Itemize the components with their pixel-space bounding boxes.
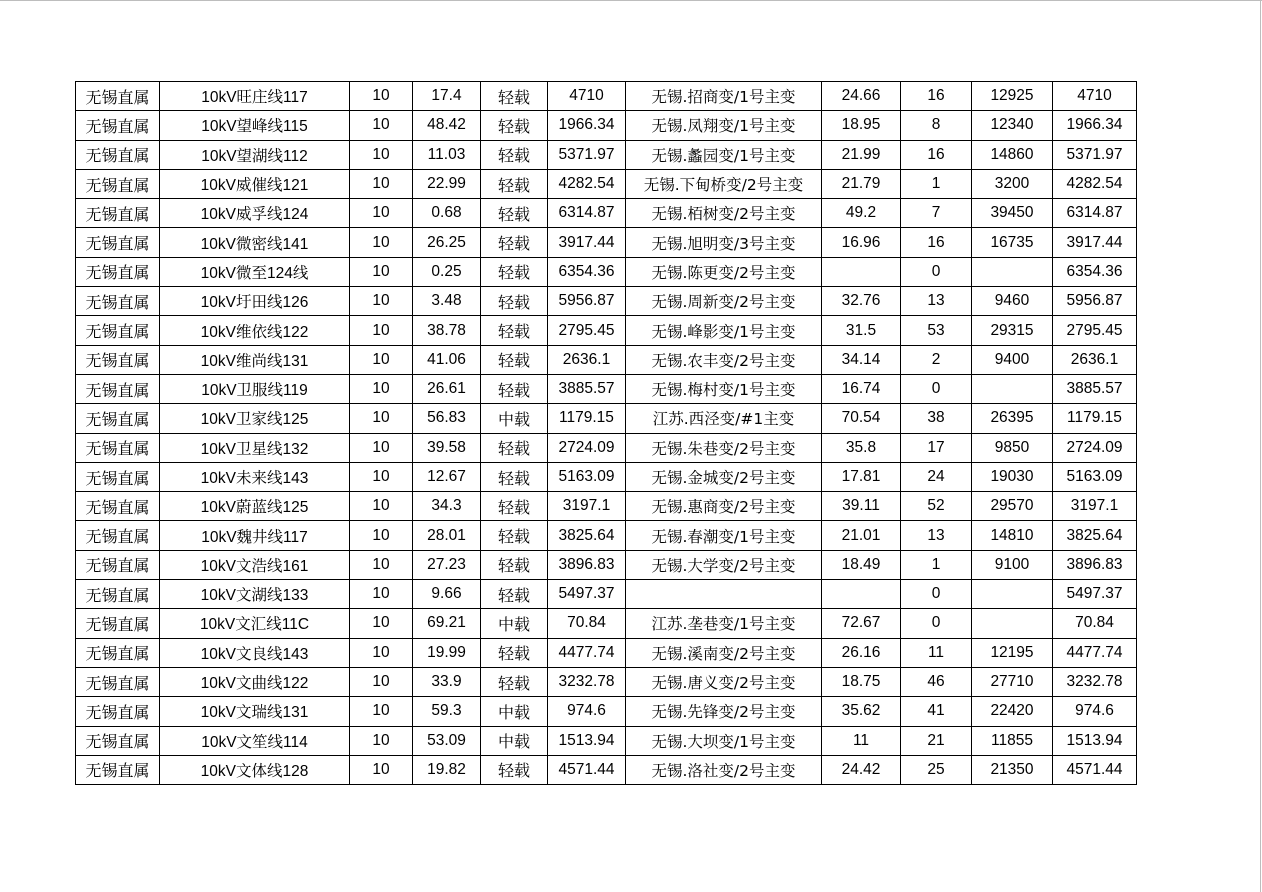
count-cell: 16	[901, 140, 972, 169]
unit-cell: 无锡直属	[76, 609, 160, 638]
load-status-cell: 轻载	[481, 755, 548, 784]
main-transformer-cell: 无锡.春潮变/1号主变	[626, 521, 822, 550]
unit-cell: 无锡直属	[76, 199, 160, 228]
load-rate-cell: 39.58	[413, 433, 481, 462]
unit-cell: 无锡直属	[76, 374, 160, 403]
load-rate-cell: 19.99	[413, 638, 481, 667]
load-status-cell: 轻载	[481, 433, 548, 462]
line-name-cell: 10kV维依线122	[160, 316, 350, 345]
load-status-cell: 轻载	[481, 492, 548, 521]
margin-cell: 3232.78	[1053, 667, 1137, 696]
capacity-cell	[972, 580, 1053, 609]
available-capacity-cell: 4477.74	[548, 638, 626, 667]
unit-cell: 无锡直属	[76, 697, 160, 726]
table-row	[76, 433, 1137, 462]
count-cell: 1	[901, 169, 972, 198]
count-cell: 0	[901, 580, 972, 609]
available-capacity-cell: 2724.09	[548, 433, 626, 462]
main-transformer-cell: 无锡.凤翔变/1号主变	[626, 111, 822, 140]
available-capacity-cell: 974.6	[548, 697, 626, 726]
load-status-cell: 轻载	[481, 82, 548, 111]
feeder-load-table	[75, 81, 1137, 785]
main-transformer-cell: 无锡.惠商变/2号主变	[626, 492, 822, 521]
capacity-cell: 12925	[972, 82, 1053, 111]
capacity-cell	[972, 374, 1053, 403]
voltage-cell: 10	[350, 433, 413, 462]
voltage-cell: 10	[350, 345, 413, 374]
load-rate-cell: 3.48	[413, 287, 481, 316]
table-row	[76, 140, 1137, 169]
count-cell: 25	[901, 755, 972, 784]
margin-cell: 4571.44	[1053, 755, 1137, 784]
unit-cell: 无锡直属	[76, 287, 160, 316]
count-cell: 21	[901, 726, 972, 755]
available-capacity-cell: 6354.36	[548, 257, 626, 286]
table-row	[76, 697, 1137, 726]
table-row	[76, 726, 1137, 755]
line-name-cell: 10kV魏井线117	[160, 521, 350, 550]
load-rate-cell: 28.01	[413, 521, 481, 550]
table-row	[76, 345, 1137, 374]
unit-cell: 无锡直属	[76, 492, 160, 521]
capacity-cell: 9460	[972, 287, 1053, 316]
capacity-cell: 19030	[972, 462, 1053, 491]
load-status-cell: 轻载	[481, 638, 548, 667]
load-rate-cell: 53.09	[413, 726, 481, 755]
line-name-cell: 10kV微至124线	[160, 257, 350, 286]
main-transformer-cell: 无锡.下甸桥变/2号主变	[626, 169, 822, 198]
available-capacity-cell: 70.84	[548, 609, 626, 638]
transformer-load-rate-cell: 16.96	[822, 228, 901, 257]
available-capacity-cell: 2636.1	[548, 345, 626, 374]
capacity-cell: 9100	[972, 550, 1053, 579]
capacity-cell: 29315	[972, 316, 1053, 345]
unit-cell: 无锡直属	[76, 82, 160, 111]
transformer-load-rate-cell: 32.76	[822, 287, 901, 316]
transformer-load-rate-cell: 72.67	[822, 609, 901, 638]
available-capacity-cell: 4571.44	[548, 755, 626, 784]
table-row	[76, 638, 1137, 667]
load-rate-cell: 27.23	[413, 550, 481, 579]
margin-cell: 3885.57	[1053, 374, 1137, 403]
main-transformer-cell: 江苏.西泾变/#1主变	[626, 404, 822, 433]
main-transformer-cell: 无锡.洛社变/2号主变	[626, 755, 822, 784]
margin-cell: 1513.94	[1053, 726, 1137, 755]
load-rate-cell: 41.06	[413, 345, 481, 374]
capacity-cell: 3200	[972, 169, 1053, 198]
main-transformer-cell: 无锡.唐义变/2号主变	[626, 667, 822, 696]
load-rate-cell: 56.83	[413, 404, 481, 433]
main-transformer-cell: 无锡.大学变/2号主变	[626, 550, 822, 579]
voltage-cell: 10	[350, 374, 413, 403]
voltage-cell: 10	[350, 111, 413, 140]
unit-cell: 无锡直属	[76, 345, 160, 374]
unit-cell: 无锡直属	[76, 404, 160, 433]
unit-cell: 无锡直属	[76, 521, 160, 550]
transformer-load-rate-cell: 18.49	[822, 550, 901, 579]
table-row	[76, 316, 1137, 345]
unit-cell: 无锡直属	[76, 433, 160, 462]
load-rate-cell: 26.61	[413, 374, 481, 403]
main-transformer-cell: 无锡.农丰变/2号主变	[626, 345, 822, 374]
margin-cell: 6314.87	[1053, 199, 1137, 228]
transformer-load-rate-cell	[822, 257, 901, 286]
capacity-cell: 9850	[972, 433, 1053, 462]
main-transformer-cell	[626, 580, 822, 609]
load-status-cell: 中载	[481, 697, 548, 726]
main-transformer-cell: 无锡.溪南变/2号主变	[626, 638, 822, 667]
line-name-cell: 10kV文体线128	[160, 755, 350, 784]
table-row	[76, 287, 1137, 316]
transformer-load-rate-cell: 24.42	[822, 755, 901, 784]
count-cell: 7	[901, 199, 972, 228]
load-rate-cell: 69.21	[413, 609, 481, 638]
transformer-load-rate-cell: 39.11	[822, 492, 901, 521]
capacity-cell	[972, 257, 1053, 286]
voltage-cell: 10	[350, 257, 413, 286]
count-cell: 24	[901, 462, 972, 491]
main-transformer-cell: 无锡.金城变/2号主变	[626, 462, 822, 491]
load-status-cell: 轻载	[481, 228, 548, 257]
margin-cell: 1966.34	[1053, 111, 1137, 140]
table-row	[76, 199, 1137, 228]
voltage-cell: 10	[350, 609, 413, 638]
line-name-cell: 10kV文曲线122	[160, 667, 350, 696]
line-name-cell: 10kV卫星线132	[160, 433, 350, 462]
transformer-load-rate-cell: 70.54	[822, 404, 901, 433]
load-rate-cell: 59.3	[413, 697, 481, 726]
available-capacity-cell: 3896.83	[548, 550, 626, 579]
table-row	[76, 521, 1137, 550]
page-top-edge	[0, 0, 1262, 1]
capacity-cell: 11855	[972, 726, 1053, 755]
load-status-cell: 轻载	[481, 667, 548, 696]
main-transformer-cell: 无锡.朱巷变/2号主变	[626, 433, 822, 462]
line-name-cell: 10kV圩田线126	[160, 287, 350, 316]
transformer-load-rate-cell: 26.16	[822, 638, 901, 667]
count-cell: 41	[901, 697, 972, 726]
table-row	[76, 462, 1137, 491]
line-name-cell: 10kV旺庄线117	[160, 82, 350, 111]
margin-cell: 5371.97	[1053, 140, 1137, 169]
count-cell: 16	[901, 82, 972, 111]
load-status-cell: 中载	[481, 404, 548, 433]
page-right-edge	[1260, 0, 1261, 892]
capacity-cell: 12340	[972, 111, 1053, 140]
capacity-cell: 16735	[972, 228, 1053, 257]
load-status-cell: 中载	[481, 726, 548, 755]
line-name-cell: 10kV文汇线11C	[160, 609, 350, 638]
table-row	[76, 169, 1137, 198]
margin-cell: 5956.87	[1053, 287, 1137, 316]
table-row	[76, 111, 1137, 140]
count-cell: 13	[901, 521, 972, 550]
main-transformer-cell: 无锡.大坝变/1号主变	[626, 726, 822, 755]
voltage-cell: 10	[350, 667, 413, 696]
main-transformer-cell: 无锡.梅村变/1号主变	[626, 374, 822, 403]
table-row	[76, 550, 1137, 579]
available-capacity-cell: 2795.45	[548, 316, 626, 345]
table-row	[76, 374, 1137, 403]
voltage-cell: 10	[350, 726, 413, 755]
unit-cell: 无锡直属	[76, 169, 160, 198]
line-name-cell: 10kV文湖线133	[160, 580, 350, 609]
available-capacity-cell: 3825.64	[548, 521, 626, 550]
line-name-cell: 10kV威催线121	[160, 169, 350, 198]
load-status-cell: 轻载	[481, 257, 548, 286]
margin-cell: 2636.1	[1053, 345, 1137, 374]
unit-cell: 无锡直属	[76, 755, 160, 784]
count-cell: 1	[901, 550, 972, 579]
transformer-load-rate-cell: 21.79	[822, 169, 901, 198]
available-capacity-cell: 1513.94	[548, 726, 626, 755]
line-name-cell: 10kV威孚线124	[160, 199, 350, 228]
main-transformer-cell: 江苏.垄巷变/1号主变	[626, 609, 822, 638]
voltage-cell: 10	[350, 287, 413, 316]
unit-cell: 无锡直属	[76, 580, 160, 609]
margin-cell: 3917.44	[1053, 228, 1137, 257]
load-status-cell: 轻载	[481, 316, 548, 345]
transformer-load-rate-cell: 18.95	[822, 111, 901, 140]
table-row	[76, 228, 1137, 257]
margin-cell: 5497.37	[1053, 580, 1137, 609]
load-rate-cell: 19.82	[413, 755, 481, 784]
load-rate-cell: 17.4	[413, 82, 481, 111]
load-rate-cell: 12.67	[413, 462, 481, 491]
transformer-load-rate-cell: 35.62	[822, 697, 901, 726]
main-transformer-cell: 无锡.招商变/1号主变	[626, 82, 822, 111]
line-name-cell: 10kV维尚线131	[160, 345, 350, 374]
count-cell: 52	[901, 492, 972, 521]
load-status-cell: 轻载	[481, 374, 548, 403]
load-rate-cell: 38.78	[413, 316, 481, 345]
main-transformer-cell: 无锡.峰影变/1号主变	[626, 316, 822, 345]
load-status-cell: 轻载	[481, 521, 548, 550]
unit-cell: 无锡直属	[76, 316, 160, 345]
available-capacity-cell: 5371.97	[548, 140, 626, 169]
capacity-cell: 21350	[972, 755, 1053, 784]
unit-cell: 无锡直属	[76, 550, 160, 579]
available-capacity-cell: 4710	[548, 82, 626, 111]
capacity-cell: 14810	[972, 521, 1053, 550]
load-rate-cell: 9.66	[413, 580, 481, 609]
available-capacity-cell: 1179.15	[548, 404, 626, 433]
transformer-load-rate-cell: 49.2	[822, 199, 901, 228]
count-cell: 8	[901, 111, 972, 140]
available-capacity-cell: 6314.87	[548, 199, 626, 228]
available-capacity-cell: 3917.44	[548, 228, 626, 257]
load-rate-cell: 0.68	[413, 199, 481, 228]
transformer-load-rate-cell: 17.81	[822, 462, 901, 491]
load-rate-cell: 48.42	[413, 111, 481, 140]
line-name-cell: 10kV望湖线112	[160, 140, 350, 169]
line-name-cell: 10kV卫家线125	[160, 404, 350, 433]
voltage-cell: 10	[350, 550, 413, 579]
table-row	[76, 667, 1137, 696]
count-cell: 16	[901, 228, 972, 257]
transformer-load-rate-cell: 18.75	[822, 667, 901, 696]
load-rate-cell: 0.25	[413, 257, 481, 286]
load-status-cell: 轻载	[481, 287, 548, 316]
table-row	[76, 492, 1137, 521]
available-capacity-cell: 1966.34	[548, 111, 626, 140]
capacity-cell: 14860	[972, 140, 1053, 169]
available-capacity-cell: 3197.1	[548, 492, 626, 521]
transformer-load-rate-cell: 16.74	[822, 374, 901, 403]
line-name-cell: 10kV文瑞线131	[160, 697, 350, 726]
available-capacity-cell: 5956.87	[548, 287, 626, 316]
count-cell: 2	[901, 345, 972, 374]
voltage-cell: 10	[350, 82, 413, 111]
transformer-load-rate-cell: 24.66	[822, 82, 901, 111]
table-row	[76, 257, 1137, 286]
capacity-cell	[972, 609, 1053, 638]
margin-cell: 4282.54	[1053, 169, 1137, 198]
line-name-cell: 10kV蔚蓝线125	[160, 492, 350, 521]
voltage-cell: 10	[350, 404, 413, 433]
transformer-load-rate-cell	[822, 580, 901, 609]
count-cell: 46	[901, 667, 972, 696]
count-cell: 53	[901, 316, 972, 345]
available-capacity-cell: 5163.09	[548, 462, 626, 491]
unit-cell: 无锡直属	[76, 667, 160, 696]
voltage-cell: 10	[350, 169, 413, 198]
transformer-load-rate-cell: 35.8	[822, 433, 901, 462]
load-status-cell: 轻载	[481, 111, 548, 140]
margin-cell: 70.84	[1053, 609, 1137, 638]
line-name-cell: 10kV未来线143	[160, 462, 350, 491]
line-name-cell: 10kV文笙线114	[160, 726, 350, 755]
margin-cell: 4477.74	[1053, 638, 1137, 667]
capacity-cell: 12195	[972, 638, 1053, 667]
line-name-cell: 10kV文良线143	[160, 638, 350, 667]
margin-cell: 4710	[1053, 82, 1137, 111]
line-name-cell: 10kV微密线141	[160, 228, 350, 257]
line-name-cell: 10kV望峰线115	[160, 111, 350, 140]
load-status-cell: 轻载	[481, 550, 548, 579]
load-status-cell: 轻载	[481, 169, 548, 198]
voltage-cell: 10	[350, 316, 413, 345]
load-status-cell: 中载	[481, 609, 548, 638]
capacity-cell: 29570	[972, 492, 1053, 521]
unit-cell: 无锡直属	[76, 111, 160, 140]
capacity-cell: 26395	[972, 404, 1053, 433]
main-transformer-cell: 无锡.先锋变/2号主变	[626, 697, 822, 726]
margin-cell: 2724.09	[1053, 433, 1137, 462]
count-cell: 13	[901, 287, 972, 316]
count-cell: 0	[901, 374, 972, 403]
load-rate-cell: 33.9	[413, 667, 481, 696]
capacity-cell: 27710	[972, 667, 1053, 696]
load-status-cell: 轻载	[481, 140, 548, 169]
margin-cell: 3896.83	[1053, 550, 1137, 579]
load-status-cell: 轻载	[481, 462, 548, 491]
main-transformer-cell: 无锡.周新变/2号主变	[626, 287, 822, 316]
count-cell: 0	[901, 609, 972, 638]
unit-cell: 无锡直属	[76, 140, 160, 169]
table-row	[76, 82, 1137, 111]
line-name-cell: 10kV文浩线161	[160, 550, 350, 579]
available-capacity-cell: 5497.37	[548, 580, 626, 609]
table-row	[76, 404, 1137, 433]
margin-cell: 2795.45	[1053, 316, 1137, 345]
table-row	[76, 609, 1137, 638]
margin-cell: 3197.1	[1053, 492, 1137, 521]
voltage-cell: 10	[350, 228, 413, 257]
margin-cell: 5163.09	[1053, 462, 1137, 491]
capacity-cell: 9400	[972, 345, 1053, 374]
count-cell: 38	[901, 404, 972, 433]
unit-cell: 无锡直属	[76, 638, 160, 667]
unit-cell: 无锡直属	[76, 228, 160, 257]
load-rate-cell: 11.03	[413, 140, 481, 169]
voltage-cell: 10	[350, 462, 413, 491]
main-transformer-cell: 无锡.旭明变/3号主变	[626, 228, 822, 257]
transformer-load-rate-cell: 21.99	[822, 140, 901, 169]
voltage-cell: 10	[350, 580, 413, 609]
table-body	[76, 82, 1137, 785]
load-status-cell: 轻载	[481, 345, 548, 374]
voltage-cell: 10	[350, 199, 413, 228]
count-cell: 11	[901, 638, 972, 667]
margin-cell: 3825.64	[1053, 521, 1137, 550]
voltage-cell: 10	[350, 521, 413, 550]
load-status-cell: 轻载	[481, 580, 548, 609]
capacity-cell: 39450	[972, 199, 1053, 228]
transformer-load-rate-cell: 34.14	[822, 345, 901, 374]
load-rate-cell: 34.3	[413, 492, 481, 521]
unit-cell: 无锡直属	[76, 726, 160, 755]
voltage-cell: 10	[350, 140, 413, 169]
load-rate-cell: 22.99	[413, 169, 481, 198]
line-name-cell: 10kV卫服线119	[160, 374, 350, 403]
load-status-cell: 轻载	[481, 199, 548, 228]
available-capacity-cell: 3885.57	[548, 374, 626, 403]
transformer-load-rate-cell: 21.01	[822, 521, 901, 550]
transformer-load-rate-cell: 11	[822, 726, 901, 755]
voltage-cell: 10	[350, 492, 413, 521]
table-row	[76, 580, 1137, 609]
margin-cell: 6354.36	[1053, 257, 1137, 286]
available-capacity-cell: 3232.78	[548, 667, 626, 696]
voltage-cell: 10	[350, 755, 413, 784]
main-transformer-cell: 无锡.栢树变/2号主变	[626, 199, 822, 228]
unit-cell: 无锡直属	[76, 257, 160, 286]
available-capacity-cell: 4282.54	[548, 169, 626, 198]
unit-cell: 无锡直属	[76, 462, 160, 491]
count-cell: 17	[901, 433, 972, 462]
capacity-cell: 22420	[972, 697, 1053, 726]
table-row	[76, 755, 1137, 784]
main-transformer-cell: 无锡.蠡园变/1号主变	[626, 140, 822, 169]
margin-cell: 974.6	[1053, 697, 1137, 726]
voltage-cell: 10	[350, 638, 413, 667]
transformer-load-rate-cell: 31.5	[822, 316, 901, 345]
main-transformer-cell: 无锡.陈更变/2号主变	[626, 257, 822, 286]
load-rate-cell: 26.25	[413, 228, 481, 257]
voltage-cell: 10	[350, 697, 413, 726]
margin-cell: 1179.15	[1053, 404, 1137, 433]
count-cell: 0	[901, 257, 972, 286]
